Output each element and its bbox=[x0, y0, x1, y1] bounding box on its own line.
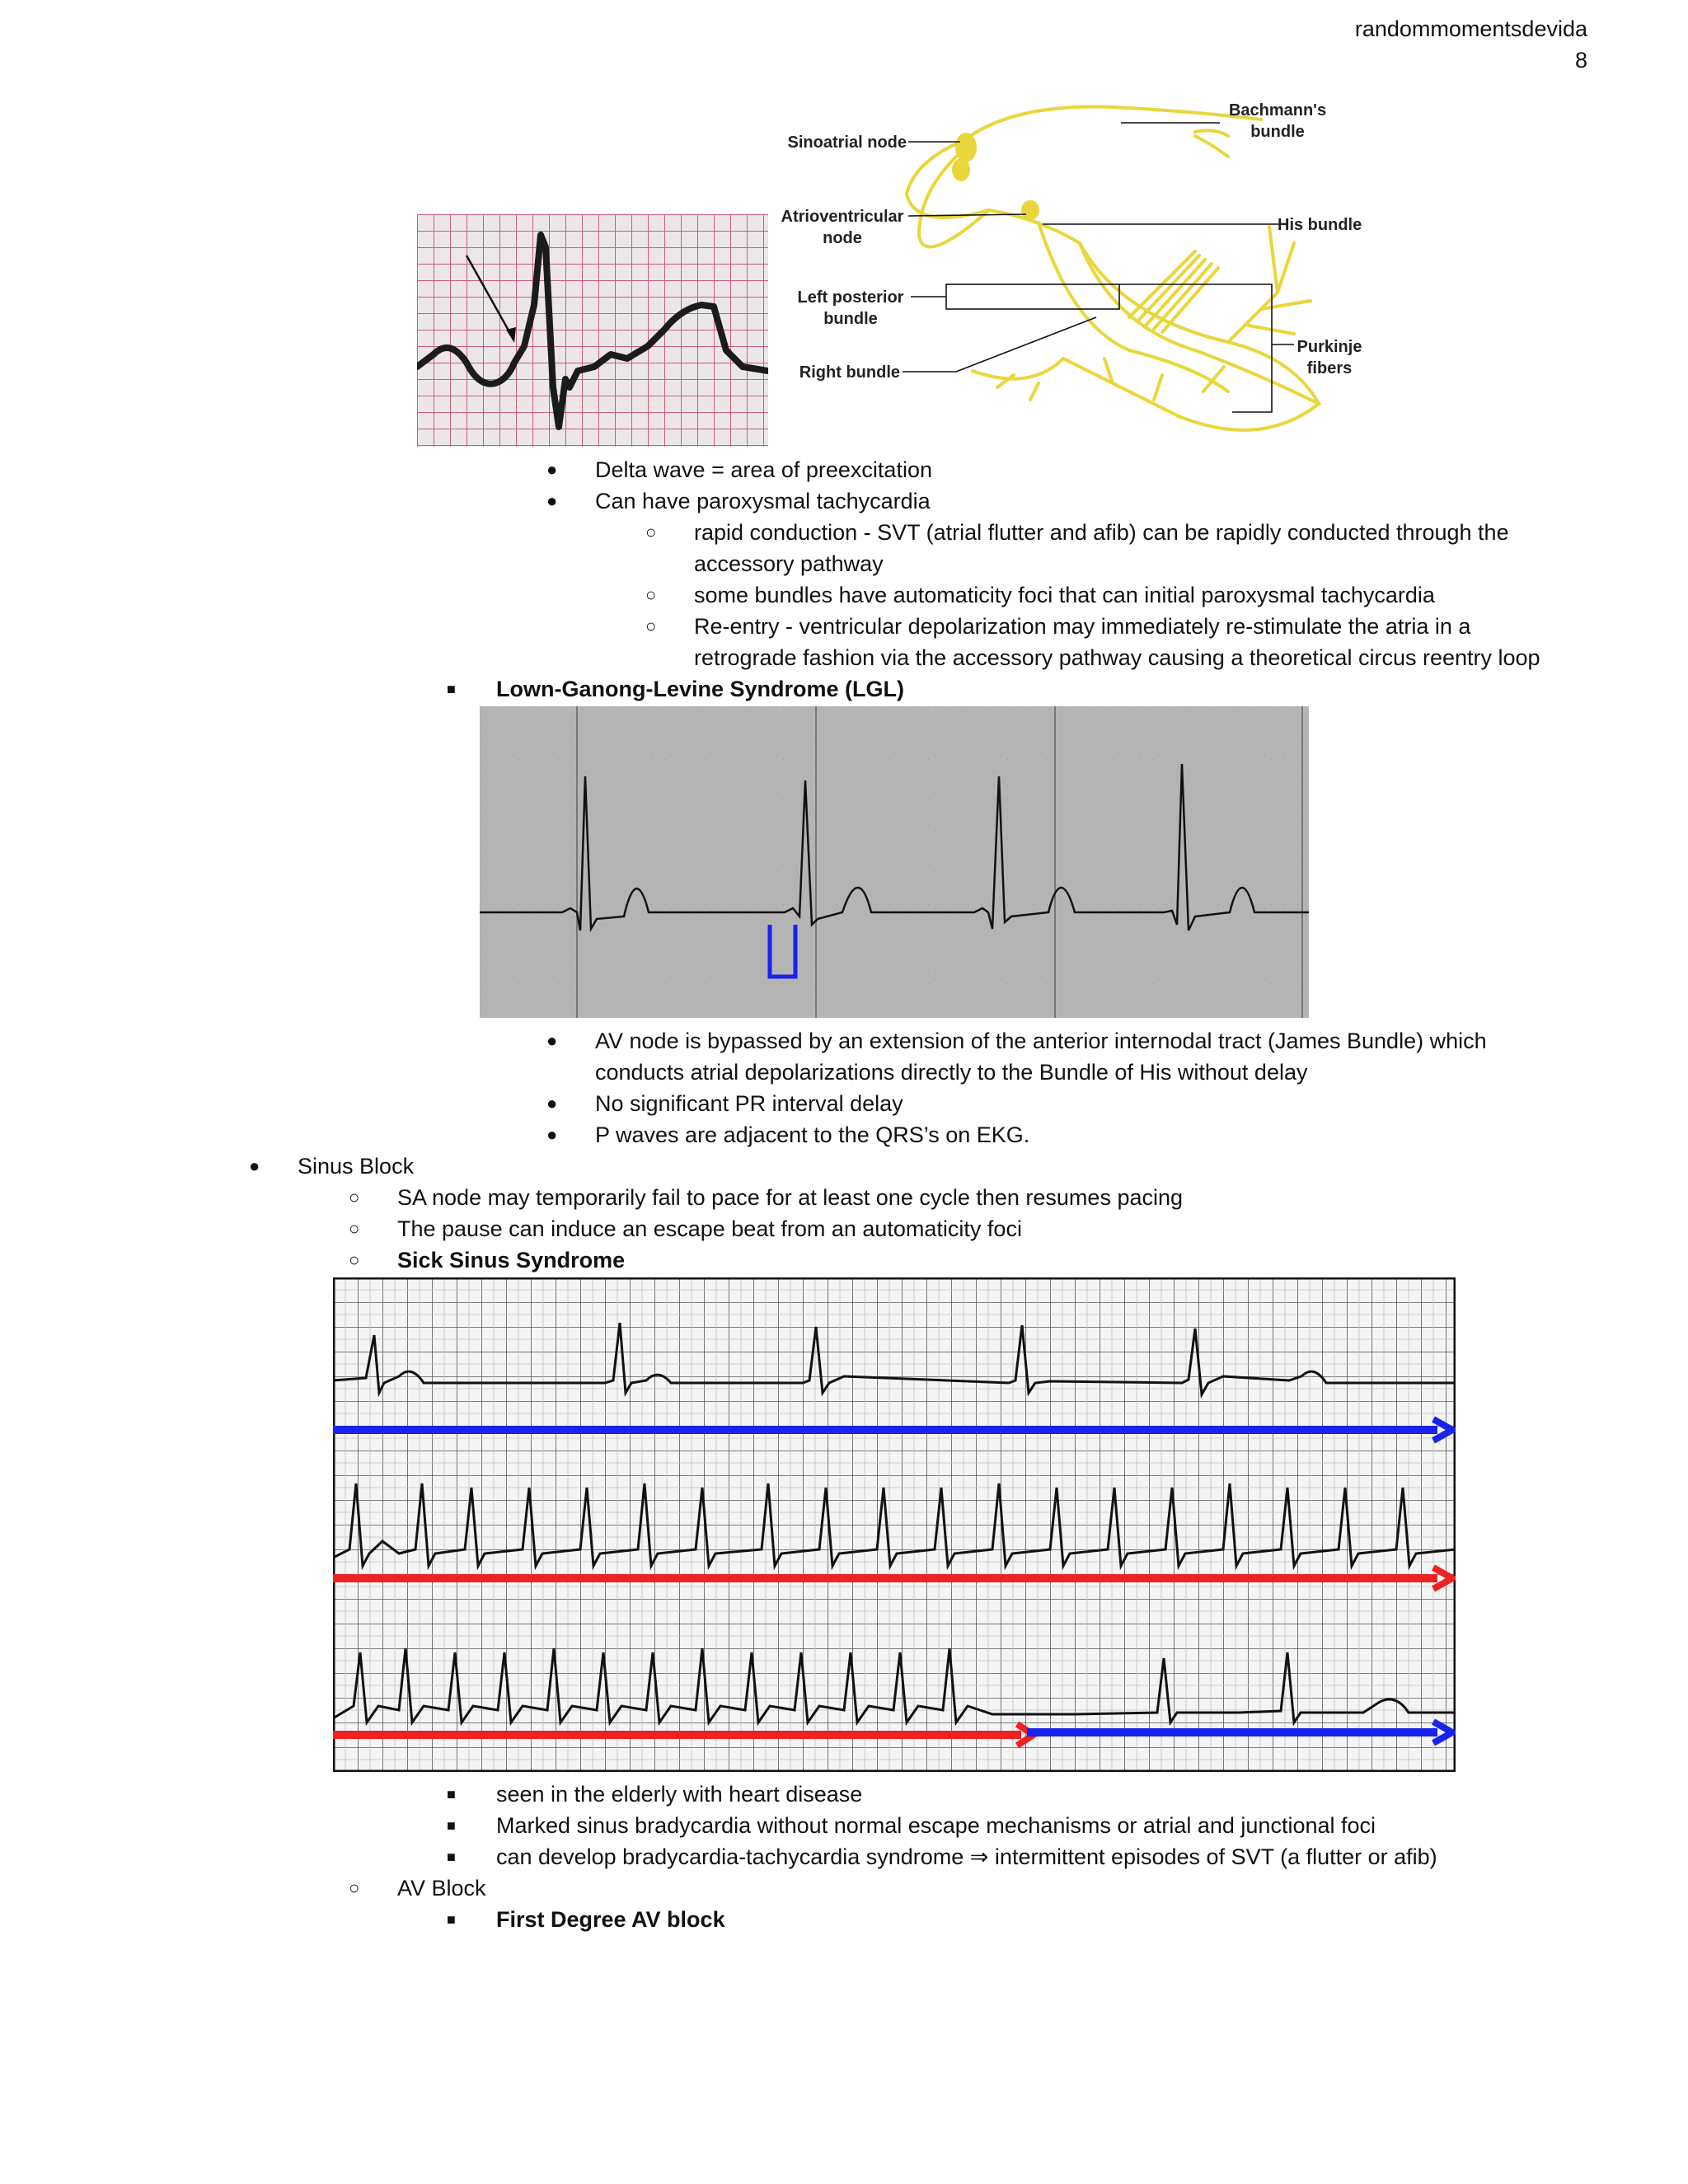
delta-wave-ecg-image bbox=[417, 214, 768, 447]
bullet-square: ■ bbox=[447, 681, 456, 697]
sinus-block-item-1: SA node may temporarily fail to pace for at least one cycle then resumes pacing bbox=[397, 1185, 1184, 1210]
sss-point-3: can develop bradycardia-tachycardia syndrome ⇒ intermittent episodes of SVT (a flutter or afib) bbox=[496, 1844, 1437, 1869]
bullet-square: ■ bbox=[447, 1786, 456, 1802]
bullet-disc: ● bbox=[546, 1030, 558, 1051]
bullet-square: ■ bbox=[447, 1817, 456, 1834]
wpw-sub-1: rapid conduction - SVT (atrial flutter and afib) can be rapidly conducted through the bbox=[694, 520, 1509, 545]
lgl-bullet-3: P waves are adjacent to the QRS’s on EKG. bbox=[595, 1122, 1030, 1147]
sinus-block-heading: Sinus Block bbox=[298, 1154, 415, 1179]
sick-sinus-ecg-strip bbox=[333, 1277, 1456, 1772]
lgl-bullet-1: AV node is bypassed by an extension of the anterior internodal tract (James Bundle) which bbox=[595, 1029, 1487, 1053]
label-purkinje-1: Purkinje bbox=[1296, 338, 1362, 356]
bullet-disc: ● bbox=[546, 490, 558, 511]
label-right-bundle: Right bundle bbox=[799, 363, 900, 382]
lgl-bullet-2: No significant PR interval delay bbox=[595, 1091, 903, 1116]
conduction-system-diagram bbox=[767, 95, 1376, 449]
lgl-bullet-1-cont: conducts atrial depolarizations directly to the Bundle of His without delay bbox=[595, 1060, 1308, 1085]
label-bachmann-1: Bachmann's bbox=[1228, 101, 1327, 120]
bullet-circle: ○ bbox=[349, 1249, 360, 1270]
bullet-circle: ○ bbox=[645, 584, 657, 605]
bullet-circle: ○ bbox=[349, 1187, 360, 1207]
bullet-disc: ● bbox=[546, 459, 558, 480]
label-av-node-1: Atrioventricular bbox=[781, 208, 904, 226]
label-his-bundle: His bundle bbox=[1278, 216, 1362, 234]
sss-point-2: Marked sinus bradycardia without normal escape mechanisms or atrial and junctional foci bbox=[496, 1813, 1376, 1838]
sick-sinus-heading: Sick Sinus Syndrome bbox=[397, 1248, 626, 1272]
wpw-bullet-2: Can have paroxysmal tachycardia bbox=[595, 489, 931, 513]
label-sinoatrial-node: Sinoatrial node bbox=[787, 134, 907, 152]
bullet-circle: ○ bbox=[645, 616, 657, 636]
wpw-sub-1-cont: accessory pathway bbox=[694, 551, 884, 576]
bullet-circle: ○ bbox=[645, 522, 657, 542]
wpw-sub-2: some bundles have automaticity foci that can initial paroxysmal tachycardia bbox=[694, 583, 1435, 607]
first-degree-av-block-heading: First Degree AV block bbox=[496, 1907, 725, 1932]
label-left-posterior-1: Left posterior bbox=[797, 288, 904, 307]
lgl-heading: Lown-Ganong-Levine Syndrome (LGL) bbox=[496, 677, 904, 701]
wpw-sub-3-cont: retrograde fashion via the accessory pathway causing a theoretical circus reentry loop bbox=[694, 645, 1540, 670]
wpw-bullet-1: Delta wave = area of preexcitation bbox=[595, 457, 932, 482]
bullet-circle: ○ bbox=[349, 1218, 360, 1239]
lgl-ecg-strip bbox=[480, 706, 1309, 1018]
bullet-square: ■ bbox=[447, 1911, 456, 1928]
sinus-block-item-2: The pause can induce an escape beat from an automaticity foci bbox=[397, 1216, 1022, 1241]
av-block-heading: AV Block bbox=[397, 1876, 486, 1900]
label-purkinje-2: fibers bbox=[1306, 359, 1353, 377]
bullet-disc: ● bbox=[546, 1124, 558, 1145]
sss-point-1: seen in the elderly with heart disease bbox=[496, 1782, 863, 1807]
label-bachmann-2: bundle bbox=[1250, 123, 1305, 141]
label-av-node-2: node bbox=[823, 229, 862, 247]
header-site: randommomentsdevida bbox=[1354, 16, 1587, 41]
bullet-square: ■ bbox=[447, 1849, 456, 1865]
label-left-posterior-2: bundle bbox=[823, 310, 878, 328]
wpw-sub-3: Re-entry - ventricular depolarization may immediately re-stimulate the atria in a bbox=[694, 614, 1471, 639]
bullet-circle: ○ bbox=[349, 1877, 360, 1898]
bullet-disc: ● bbox=[546, 1093, 558, 1113]
header-page-number: 8 bbox=[1574, 48, 1587, 73]
bullet-disc: ● bbox=[249, 1155, 260, 1176]
